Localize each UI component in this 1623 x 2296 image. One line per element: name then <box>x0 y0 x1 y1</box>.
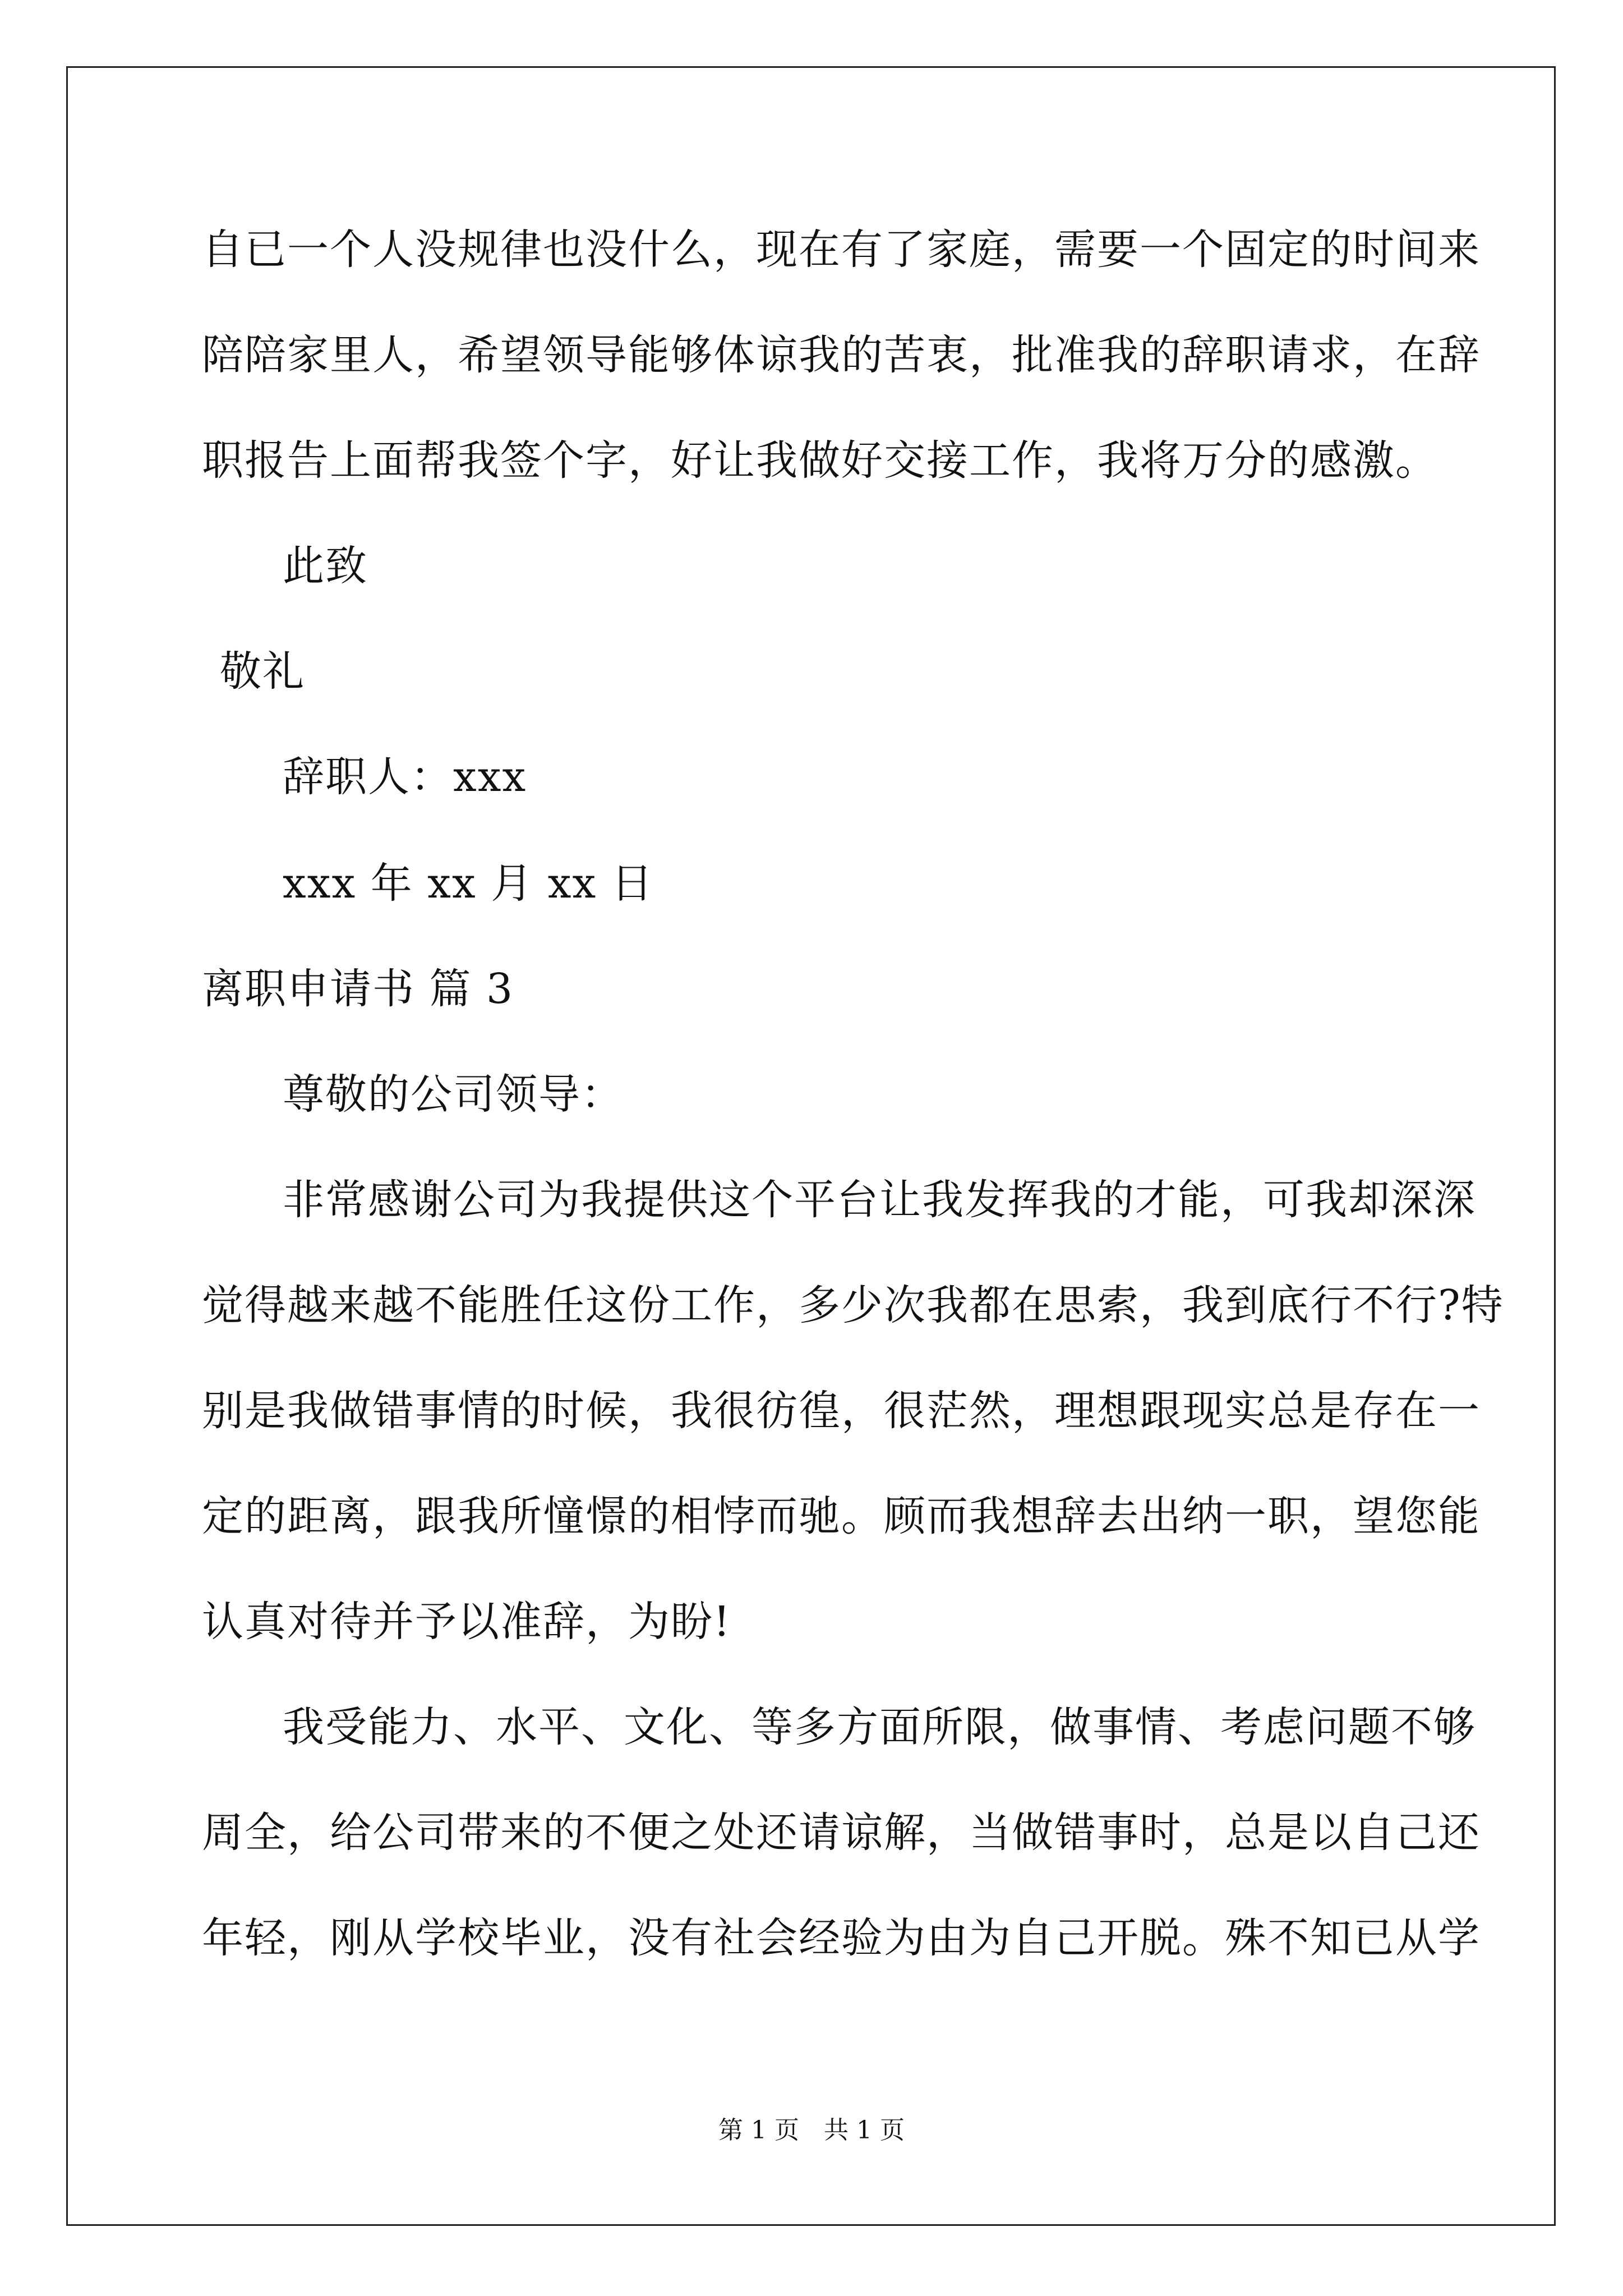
paragraph-line: 别是我做错事情的时候，我很彷徨，很茫然，理想跟现实总是存在一 <box>202 1387 1481 1435</box>
paragraph-line: 认真对待并予以准辞，为盼! <box>202 1598 731 1646</box>
paragraph-line: 我受能力、水平、文化、等多方面所限，做事情、考虑问题不够 <box>283 1703 1476 1751</box>
paragraph-line: 职报告上面帮我签个字，好让我做好交接工作，我将万分的感激。 <box>202 436 1438 485</box>
paragraph-line: 陪陪家里人，希望领导能够体谅我的苦衷，批准我的辞职请求，在辞 <box>202 331 1481 379</box>
closing-regards: 敬礼 <box>220 647 305 696</box>
signature-line: 辞职人：xxx <box>283 753 527 801</box>
section-title: 离职申请书 篇 3 <box>202 965 514 1013</box>
paragraph-line: 非常感谢公司为我提供这个平台让我发挥我的才能，可我却深深 <box>283 1176 1476 1224</box>
paragraph-line: 周全，给公司带来的不便之处还请谅解，当做错事时，总是以自己还 <box>202 1809 1481 1857</box>
paragraph-line: 自已一个人没规律也没什么，现在有了家庭，需要一个固定的时间来 <box>202 226 1481 274</box>
page-number: 第 1 页 共 1 页 <box>718 2116 905 2145</box>
paragraph-line: 年轻，刚从学校毕业，没有社会经验为由为自己开脱。殊不知已从学 <box>202 1914 1481 1962</box>
page-border <box>66 66 1556 2226</box>
greeting-line: 尊敬的公司领导： <box>283 1070 624 1119</box>
paragraph-line: 定的距离，跟我所憧憬的相悖而驰。顾而我想辞去出纳一职，望您能 <box>202 1492 1481 1540</box>
paragraph-line: 觉得越来越不能胜任这份工作，多少次我都在思索，我到底行不行?特 <box>202 1281 1504 1329</box>
closing-salutation: 此致 <box>283 542 368 590</box>
date-line: xxx 年 xx 月 xx 日 <box>283 859 654 908</box>
